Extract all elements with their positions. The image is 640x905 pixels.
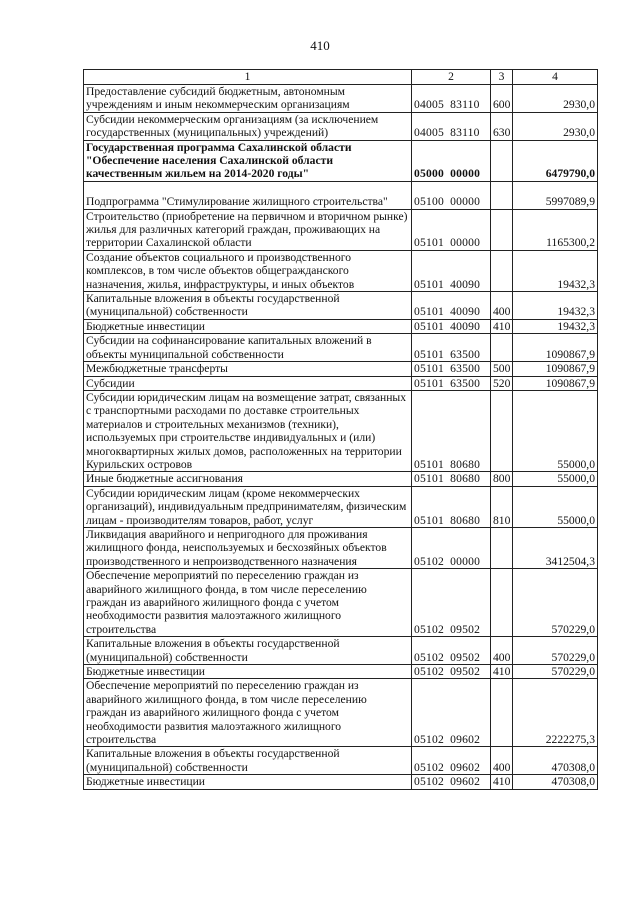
row-name-cell: Бюджетные инвестиции xyxy=(84,665,412,679)
row-code-cell: 05101 40090 xyxy=(412,250,491,291)
row-amount-cell: 1090867,9 xyxy=(513,334,598,362)
row-amount-cell: 570229,0 xyxy=(513,665,598,679)
table-row xyxy=(84,527,598,568)
row-type-cell: 600 xyxy=(491,85,513,113)
row-name-cell: Субсидии xyxy=(84,376,412,390)
table-row xyxy=(84,775,598,789)
row-type-cell: 800 xyxy=(491,472,513,486)
row-amount-cell: 2930,0 xyxy=(513,85,598,113)
row-type-cell xyxy=(491,390,513,471)
row-type-cell: 400 xyxy=(491,292,513,320)
table-row xyxy=(84,250,598,291)
row-code-cell: 05102 09502 xyxy=(412,637,491,665)
row-amount-cell: 1090867,9 xyxy=(513,376,598,390)
row-name-cell: Бюджетные инвестиции xyxy=(84,319,412,333)
row-code-cell: 05102 00000 xyxy=(412,527,491,568)
row-amount-cell: 570229,0 xyxy=(513,569,598,637)
row-name-cell: Создание объектов социального и производственного комплексов, в том числе объектов общегражданского назначения, жилья, инфраструктуры, и иных объектов xyxy=(84,250,412,291)
row-type-cell xyxy=(491,679,513,747)
table-row xyxy=(84,679,598,747)
table-row xyxy=(84,334,598,362)
column-header-3: 3 xyxy=(491,70,513,85)
row-type-cell xyxy=(491,181,513,209)
row-amount-cell: 570229,0 xyxy=(513,637,598,665)
row-type-cell: 520 xyxy=(491,376,513,390)
table-row xyxy=(84,390,598,471)
row-name-cell: Предоставление субсидий бюджетным, автономным учреждениям и иным некоммерческим организациям xyxy=(84,85,412,113)
row-amount-cell: 1165300,2 xyxy=(513,209,598,250)
row-type-cell: 410 xyxy=(491,775,513,789)
page-number: 410 xyxy=(310,38,330,53)
row-amount-cell: 2222275,3 xyxy=(513,679,598,747)
row-code-cell: 05102 09502 xyxy=(412,665,491,679)
row-code-cell: 05101 00000 xyxy=(412,209,491,250)
table-row xyxy=(84,140,598,181)
row-amount-cell: 470308,0 xyxy=(513,775,598,789)
row-amount-cell: 19432,3 xyxy=(513,319,598,333)
row-type-cell: 400 xyxy=(491,637,513,665)
table-row xyxy=(84,747,598,775)
row-type-cell xyxy=(491,209,513,250)
row-amount-cell: 6479790,0 xyxy=(513,140,598,181)
row-code-cell: 05101 63500 xyxy=(412,362,491,376)
row-type-cell: 810 xyxy=(491,486,513,527)
table-row xyxy=(84,472,598,486)
table-row xyxy=(84,209,598,250)
column-header-1: 1 xyxy=(84,70,412,85)
row-name-cell: Иные бюджетные ассигнования xyxy=(84,472,412,486)
row-amount-cell: 55000,0 xyxy=(513,486,598,527)
row-amount-cell: 55000,0 xyxy=(513,390,598,471)
table-row xyxy=(84,181,598,209)
table-header-row xyxy=(84,70,598,85)
row-code-cell: 05000 00000 xyxy=(412,140,491,181)
row-code-cell: 05102 09602 xyxy=(412,679,491,747)
table-row xyxy=(84,665,598,679)
row-name-cell: Субсидии юридическим лицам (кроме некоммерческих организаций), индивидуальным предпринимателям, физическим лицам - производителям товаров, работ, услуг xyxy=(84,486,412,527)
row-name-cell: Государственная программа Сахалинской области "Обеспечение населения Сахалинской области качественным жильем на 2014-2020 годы" xyxy=(84,140,412,181)
column-header-2: 2 xyxy=(412,70,491,85)
row-code-cell: 05101 63500 xyxy=(412,334,491,362)
row-type-cell xyxy=(491,569,513,637)
column-header-4: 4 xyxy=(513,70,598,85)
row-code-cell: 05101 40090 xyxy=(412,319,491,333)
row-name-cell: Субсидии на софинансирование капитальных вложений в объекты муниципальной собственности xyxy=(84,334,412,362)
row-type-cell: 410 xyxy=(491,665,513,679)
row-name-cell: Строительство (приобретение на первичном и вторичном рынке) жилья для различных категорий граждан, проживающих на территории Сахалинской области xyxy=(84,209,412,250)
row-name-cell: Подпрограмма "Стимулирование жилищного строительства" xyxy=(84,181,412,209)
row-type-cell xyxy=(491,250,513,291)
row-amount-cell: 1090867,9 xyxy=(513,362,598,376)
row-code-cell: 05101 80680 xyxy=(412,472,491,486)
row-name-cell: Межбюджетные трансферты xyxy=(84,362,412,376)
row-code-cell: 05102 09502 xyxy=(412,569,491,637)
row-amount-cell: 470308,0 xyxy=(513,747,598,775)
row-type-cell xyxy=(491,527,513,568)
row-name-cell: Обеспечение мероприятий по переселению граждан из аварийного жилищного фонда, в том числе переселению граждан из аварийного жилищного фонда с учетом необходимости развития малоэтажного жилищного строительства xyxy=(84,569,412,637)
row-name-cell: Капитальные вложения в объекты государственной (муниципальной) собственности xyxy=(84,292,412,320)
row-code-cell: 05101 80680 xyxy=(412,390,491,471)
row-amount-cell: 5997089,9 xyxy=(513,181,598,209)
row-amount-cell: 19432,3 xyxy=(513,292,598,320)
row-name-cell: Капитальные вложения в объекты государственной (муниципальной) собственности xyxy=(84,637,412,665)
row-name-cell: Ликвидация аварийного и непригодного для проживания жилищного фонда, неиспользуемых и бесхозяйных объектов производственного и непроизводственного назначения xyxy=(84,527,412,568)
row-name-cell: Капитальные вложения в объекты государственной (муниципальной) собственности xyxy=(84,747,412,775)
row-amount-cell: 3412504,3 xyxy=(513,527,598,568)
row-amount-cell: 55000,0 xyxy=(513,472,598,486)
table-row xyxy=(84,292,598,320)
table-row xyxy=(84,112,598,140)
row-name-cell: Обеспечение мероприятий по переселению граждан из аварийного жилищного фонда, в том числе переселению граждан из аварийного жилищного фонда с учетом необходимости развития малоэтажного жилищного строительства xyxy=(84,679,412,747)
row-name-cell: Субсидии юридическим лицам на возмещение затрат, связанных с транспортными расходами по доставке строительных материалов и строительных механизмов (техники), используемых при строительстве индивидуальных и (или) многоквартирных жилых домов, расположенных на территории Курильских островов xyxy=(84,390,412,471)
row-type-cell xyxy=(491,334,513,362)
table-row xyxy=(84,376,598,390)
row-name-cell: Субсидии некоммерческим организациям (за исключением государственных (муниципальных) учреждений) xyxy=(84,112,412,140)
row-code-cell: 04005 83110 xyxy=(412,112,491,140)
row-code-cell: 05101 80680 xyxy=(412,486,491,527)
table-row xyxy=(84,637,598,665)
row-code-cell: 05102 09602 xyxy=(412,747,491,775)
row-code-cell: 05101 40090 xyxy=(412,292,491,320)
row-type-cell: 400 xyxy=(491,747,513,775)
table-row xyxy=(84,486,598,527)
row-type-cell: 410 xyxy=(491,319,513,333)
row-type-cell: 500 xyxy=(491,362,513,376)
row-type-cell: 630 xyxy=(491,112,513,140)
row-code-cell: 04005 83110 xyxy=(412,85,491,113)
table-row xyxy=(84,569,598,637)
row-code-cell: 05101 63500 xyxy=(412,376,491,390)
table-row xyxy=(84,319,598,333)
row-name-cell: Бюджетные инвестиции xyxy=(84,775,412,789)
row-amount-cell: 19432,3 xyxy=(513,250,598,291)
table-row xyxy=(84,362,598,376)
table-row xyxy=(84,85,598,113)
table-body xyxy=(84,85,598,790)
row-code-cell: 05100 00000 xyxy=(412,181,491,209)
row-type-cell xyxy=(491,140,513,181)
row-amount-cell: 2930,0 xyxy=(513,112,598,140)
budget-table xyxy=(83,69,598,790)
row-code-cell: 05102 09602 xyxy=(412,775,491,789)
